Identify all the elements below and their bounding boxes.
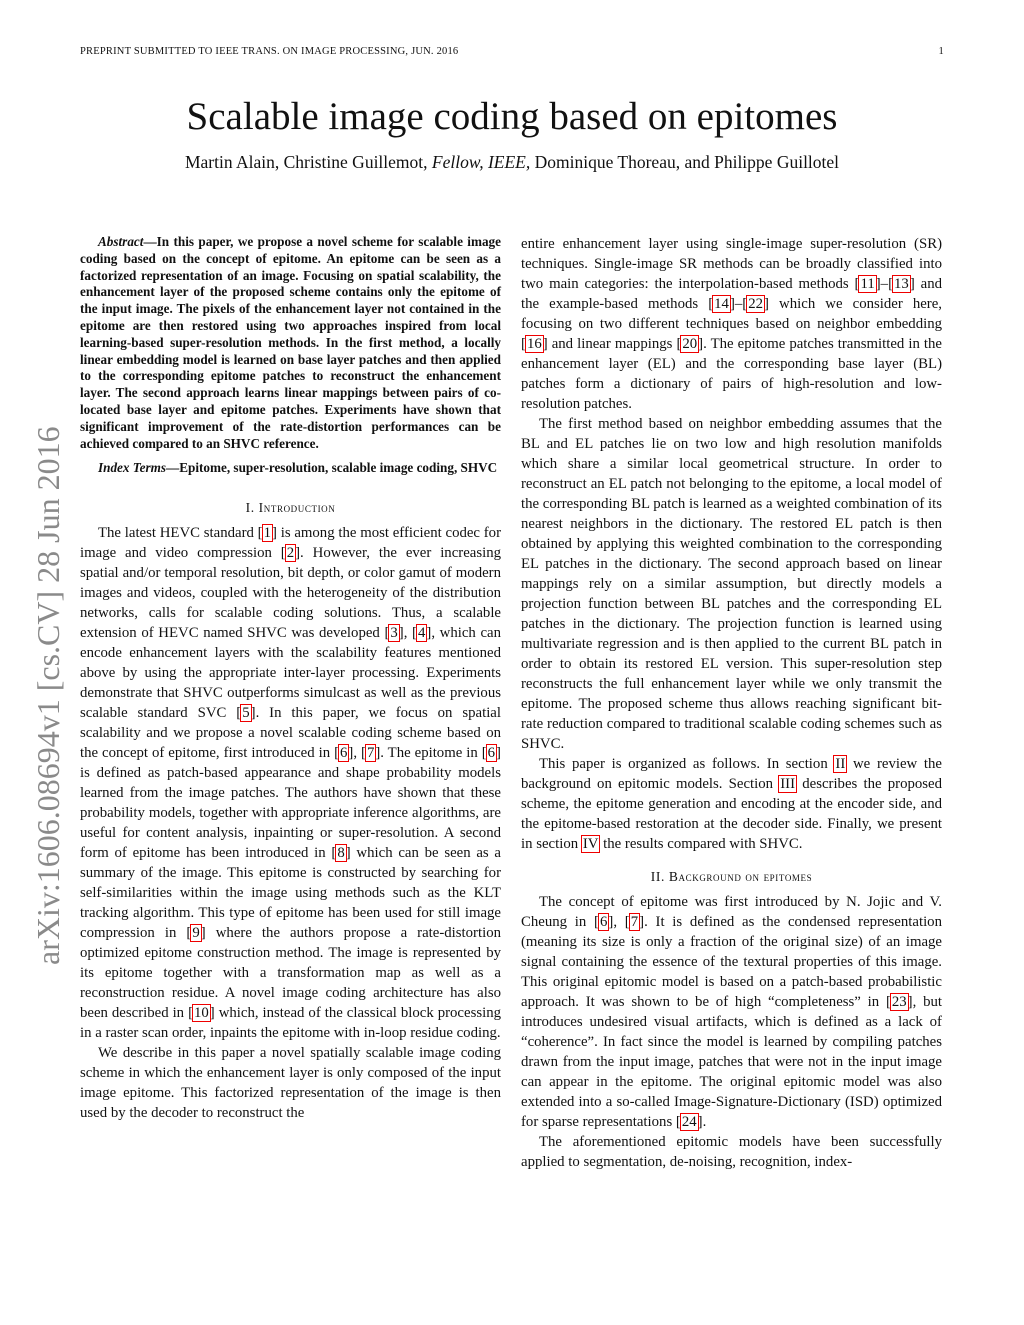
text-run: which, instead of the classical block processing in a raster scan order, inpaints the epitome with in-loop residue coding. <box>80 1005 501 1042</box>
text-run: , <box>353 745 361 762</box>
citation-link[interactable]: 3 <box>390 625 398 642</box>
intro-paragraph-4 <box>521 754 942 854</box>
section-link[interactable]: III <box>780 776 796 792</box>
text-run: . It is defined as the condensed representation (meaning its size is only a fraction of the original size) of an image signal containing the essence of the textural properties of this image. This original epitomic model is based on a patch-based probabilistic approach. It was shown to be of high “completeness” in <box>521 914 942 1010</box>
journal-line: PREPRINT SUBMITTED TO IEEE TRANS. ON IMAGE PROCESSING, JUN. 2016 <box>80 46 459 57</box>
text-run: . <box>702 1114 707 1130</box>
citation-link[interactable]: 5 <box>242 705 250 722</box>
text-run: is defined as patch-based appearance and shape probability models learned from the image patches. The authors have shown that these probability models, together with appropriate inference algorithms, are useful for content analysis, inpainting or super-resolution. A second form of epitome has been introduced in <box>80 765 501 862</box>
text-run: the results compared with SHVC. <box>599 836 803 852</box>
text-run: . However, the ever increasing spatial and/or temporal resolution, bit depth, or color gamut of modern images and videos, coupled with the heterogeneity of the distribution networks, calls for scalable coding solutions. Thus, a scalable extension of HEVC named SHVC was developed <box>80 545 501 642</box>
citation-link[interactable]: 7 <box>630 914 639 930</box>
authors-part-2: Dominique Thoreau, and Philippe Guillotel <box>534 152 840 172</box>
text-run: . The epitome patches transmitted in the enhancement layer (EL) and the corresponding base layer (BL) patches form a dictionary of pairs of high-resolution and low-resolution patches. <box>521 336 942 412</box>
left-column <box>80 234 501 1123</box>
citation-link[interactable]: 1 <box>263 525 272 542</box>
text-run: and linear mappings <box>547 336 677 352</box>
text-run: which we consider here, focusing on two different techniques based on neighbor embedding <box>521 296 943 332</box>
citation-link[interactable]: 6 <box>340 745 348 762</box>
intro-heading: I. Introduction <box>245 500 336 516</box>
text-run: entire enhancement layer using single-image super-resolution (SR) techniques. Single-image SR methods can be broadly classified into two main categories: the interpolation-based methods <box>521 236 942 292</box>
text-run: and the example-based methods <box>521 276 942 312</box>
text-run: – <box>734 296 743 312</box>
index-terms-text: —Epitome, super-resolution, scalable image coding, SHVC <box>166 460 498 476</box>
text-run: This paper is organized as follows. In section <box>539 756 835 772</box>
citation-link[interactable]: 11 <box>860 276 875 292</box>
citation-link[interactable]: 6 <box>487 745 496 762</box>
abstract <box>80 234 501 452</box>
intro-paragraph-2: We describe in this paper a novel spatially scalable image coding scheme in which the enhancement layer is only composed of the input image epitome. This factorized representation of the image is then used by the decoder to reconstruct the <box>80 1045 501 1122</box>
author-list <box>80 150 944 174</box>
page-number: 1 <box>938 46 944 57</box>
citation-link[interactable]: 2 <box>286 545 295 562</box>
authors-fellow: Fellow, IEEE, <box>431 152 531 172</box>
text-run: which can be seen as a summary of the image. This epitome is constructed by searching for self-similarities within the image using methods such as the KLT tracking algorithm. This type of epitome has been used for still image compression in <box>80 845 501 942</box>
text-run: . The epitome in <box>380 745 482 762</box>
citation-link[interactable]: 16 <box>526 336 542 352</box>
text-run: The concept of epitome was first introduced by N. Jojic and V. Cheung in <box>521 894 942 930</box>
background-paragraph-1: The concept of epitome was first introduced by N. Jojic and V. Cheung in [6], [7]. It is defined as the condensed representation (meaning its size is only a fraction of the original size) of an image signal containing the essence of the textural properties of this image. This original epitomic model is based on a patch-based probabilistic approach. It was shown to be of high “completeness” in [23], but introduces undesired visual artifacts, which is defined as a lack of “coherence”. In fact since the model is learned by compiling patches drawn from the input image, patches that were not in the input image can appear in the epitome. The original epitomic model was also extended into a so-called Image-Signature-Dictionary (ISD) optimized for sparse representations [24]. <box>521 894 943 1130</box>
citation-link[interactable]: 22 <box>748 296 764 312</box>
section-link[interactable]: II <box>835 756 846 772</box>
intro-paragraph-1: The latest HEVC standard [1] is among the most efficient codec for image and video compression [2]. However, the ever increasing spatial and/or temporal resolution, bit depth, or color gamut of modern images and videos, coupled with the heterogeneity of the distribution networks, calls for scalable coding solutions. Thus, a scalable extension of HEVC named SHVC was developed [3], [4], which can encode enhancement layers with the scalability features mentioned above by using the appropriate inter-layer processing. Experiments demonstrate that SHVC outperforms simulcast as well as the previous scalable standard SVC [5]. In this paper, we focus on spatial scalability and we propose a novel scalable coding scheme based on the concept of epitome, first introduced in [6], [7]. The epitome in [6] is defined as patch-based appearance and shape probability models learned from the image patches. The authors have shown that these probability models, together with appropriate inference algorithms, are useful for content analysis, inpainting or super-resolution. A second form of epitome has been introduced in [8] which can be seen as a summary of the image. This epitome is constructed by searching for self-similarities within the image using methods such as the KLT tracking algorithm. This type of epitome has been used for still image compression in [9] where the authors propose a rate-distortion optimized epitome construction method. The image is represented by its epitome together with a transformation map as well as a reconstruction residue. A novel image coding architecture has also been described in [10] which, instead of the classical block processing in a raster scan order, inpaints the epitome with in-loop residue coding. <box>80 525 502 1042</box>
abstract-lead: Abstract <box>98 234 144 249</box>
citation-link[interactable]: 6 <box>599 914 608 930</box>
citation-link[interactable]: 7 <box>366 745 375 762</box>
text-run: The latest HEVC standard <box>98 525 258 542</box>
text-run: , but introduces undesired visual artifacts, which is defined as a lack of “coherence”. In fact since the model is learned by compiling patches drawn from the input image, patches that were not in the input image can appear in the epitome. The original epitomic model was also extended into a so-called Image-Signature-Dictionary (ISD) optimized for sparse representations <box>521 994 943 1130</box>
text-run: – <box>880 276 889 292</box>
citation-link[interactable]: 23 <box>891 994 907 1010</box>
citation-link[interactable]: 14 <box>714 296 729 312</box>
text-run: . In this paper, we focus on spatial scalability and we propose a novel scalable coding scheme based on the concept of epitome, first introduced in <box>80 705 501 762</box>
citation-link[interactable]: 20 <box>682 336 698 352</box>
citation-link[interactable]: 13 <box>894 276 909 292</box>
citation-link[interactable]: 8 <box>337 845 345 862</box>
index-terms <box>80 460 501 477</box>
text-run: describes the proposed scheme, the epitome generation and encoding at the encoder side, and the epitome-based restoration at the decoder side. Finally, we present in section <box>521 776 942 852</box>
arxiv-stamp[interactable]: arXiv:1606.08694v1 [cs.CV] 28 Jun 2016 <box>30 426 66 965</box>
authors-part-1: Martin Alain, Christine Guillemot, <box>184 152 428 172</box>
citation-link[interactable]: 10 <box>194 1005 209 1022</box>
text-run: we review the background on epitomic models. Section <box>521 756 942 792</box>
text-run: where the authors propose a rate-distortion optimized epitome construction method. The image is represented by its epitome together with a transformation map as well as a reconstruction residue. A novel image coding architecture has also been described in <box>80 925 502 1022</box>
text-run: , <box>403 625 413 642</box>
section-link[interactable]: IV <box>582 836 599 852</box>
citation-link[interactable]: 9 <box>192 925 200 942</box>
text-run: , which can encode enhancement layers with the scalability features mentioned above by using the appropriate inter-layer processing. Experiments demonstrate that SHVC outperforms simulcast as well as the previous scalable standard SVC <box>80 625 501 722</box>
intro-paragraph-2-cont: entire enhancement layer using single-image super-resolution (SR) techniques. Single-image SR methods can be broadly classified into two main categories: the interpolation-based methods [11]–[13] and the example-based methods [14]–[22] which we consider here, focusing on two different techniques based on neighbor embedding [16] and linear mappings [20]. The epitome patches transmitted in the enhancement layer (EL) and the corresponding base layer (BL) patches form a dictionary of pairs of high-resolution and low-resolution patches. <box>521 236 943 412</box>
paper-title: Scalable image coding based on epitomes <box>186 95 838 138</box>
running-header <box>80 46 944 64</box>
index-terms-lead: Index Terms <box>98 460 167 476</box>
right-column <box>521 234 942 1172</box>
citation-link[interactable]: 24 <box>681 1114 697 1130</box>
abstract-text: —In this paper, we propose a novel scheme for scalable image coding based on the concept of epitome. An epitome can be seen as a factorized representation of an image. Focusing on spatial scalability, the enhancement layer of the proposed scheme contains only the epitome of the input image. The pixels of the enhancement layer not contained in the epitome are then restored using two approaches inspired from local learning-based super-resolution methods. In the first method, a locally linear embedding model is learned on base layer patches and then applied to the corresponding epitome patches to reconstruct the enhancement layer. The second approach learns linear mappings between pairs of co-located base layer and epitome patches. Experiments have shown that significant improvement of the rate-distortion performances can be achieved compared to an SHVC reference. <box>80 234 501 451</box>
intro-paragraph-3: The first method based on neighbor embedding assumes that the BL and EL patches lie on two low and high resolution manifolds which share a similar local geometrical structure. In order to reconstruct an EL patch not belonging to the epitome, a local model of the corresponding BL patch is learned as a weighted combination of its nearest neighbors in the dictionary. The restored EL patch is then obtained by applying this weighted combination to the corresponding EL patches in the dictionary. The second approach based on linear mappings rely on a similar assumption, but directly models a projection function between BL patches and the corresponding EL patches in the dictionary. The projection function is learned using multivariate regression and is then applied to the current BL patch in order to obtain its restored EL version. This super-resolution step reconstructs the full enhancement layer while we only transmit the epitome. The proposed scheme thus allows reaching significant bit-rate reduction compared to traditional scalable coding schemes such as SHVC. <box>521 416 942 752</box>
citation-link[interactable]: 4 <box>417 625 426 642</box>
text-run: , <box>613 914 625 930</box>
background-heading: II. Background on epitomes <box>650 869 813 884</box>
background-paragraph-2: The aforementioned epitomic models have been successfully applied to segmentation, de-noising, recognition, index- <box>521 1134 942 1170</box>
text-run: is among the most efficient codec for image and video compression <box>80 525 502 562</box>
